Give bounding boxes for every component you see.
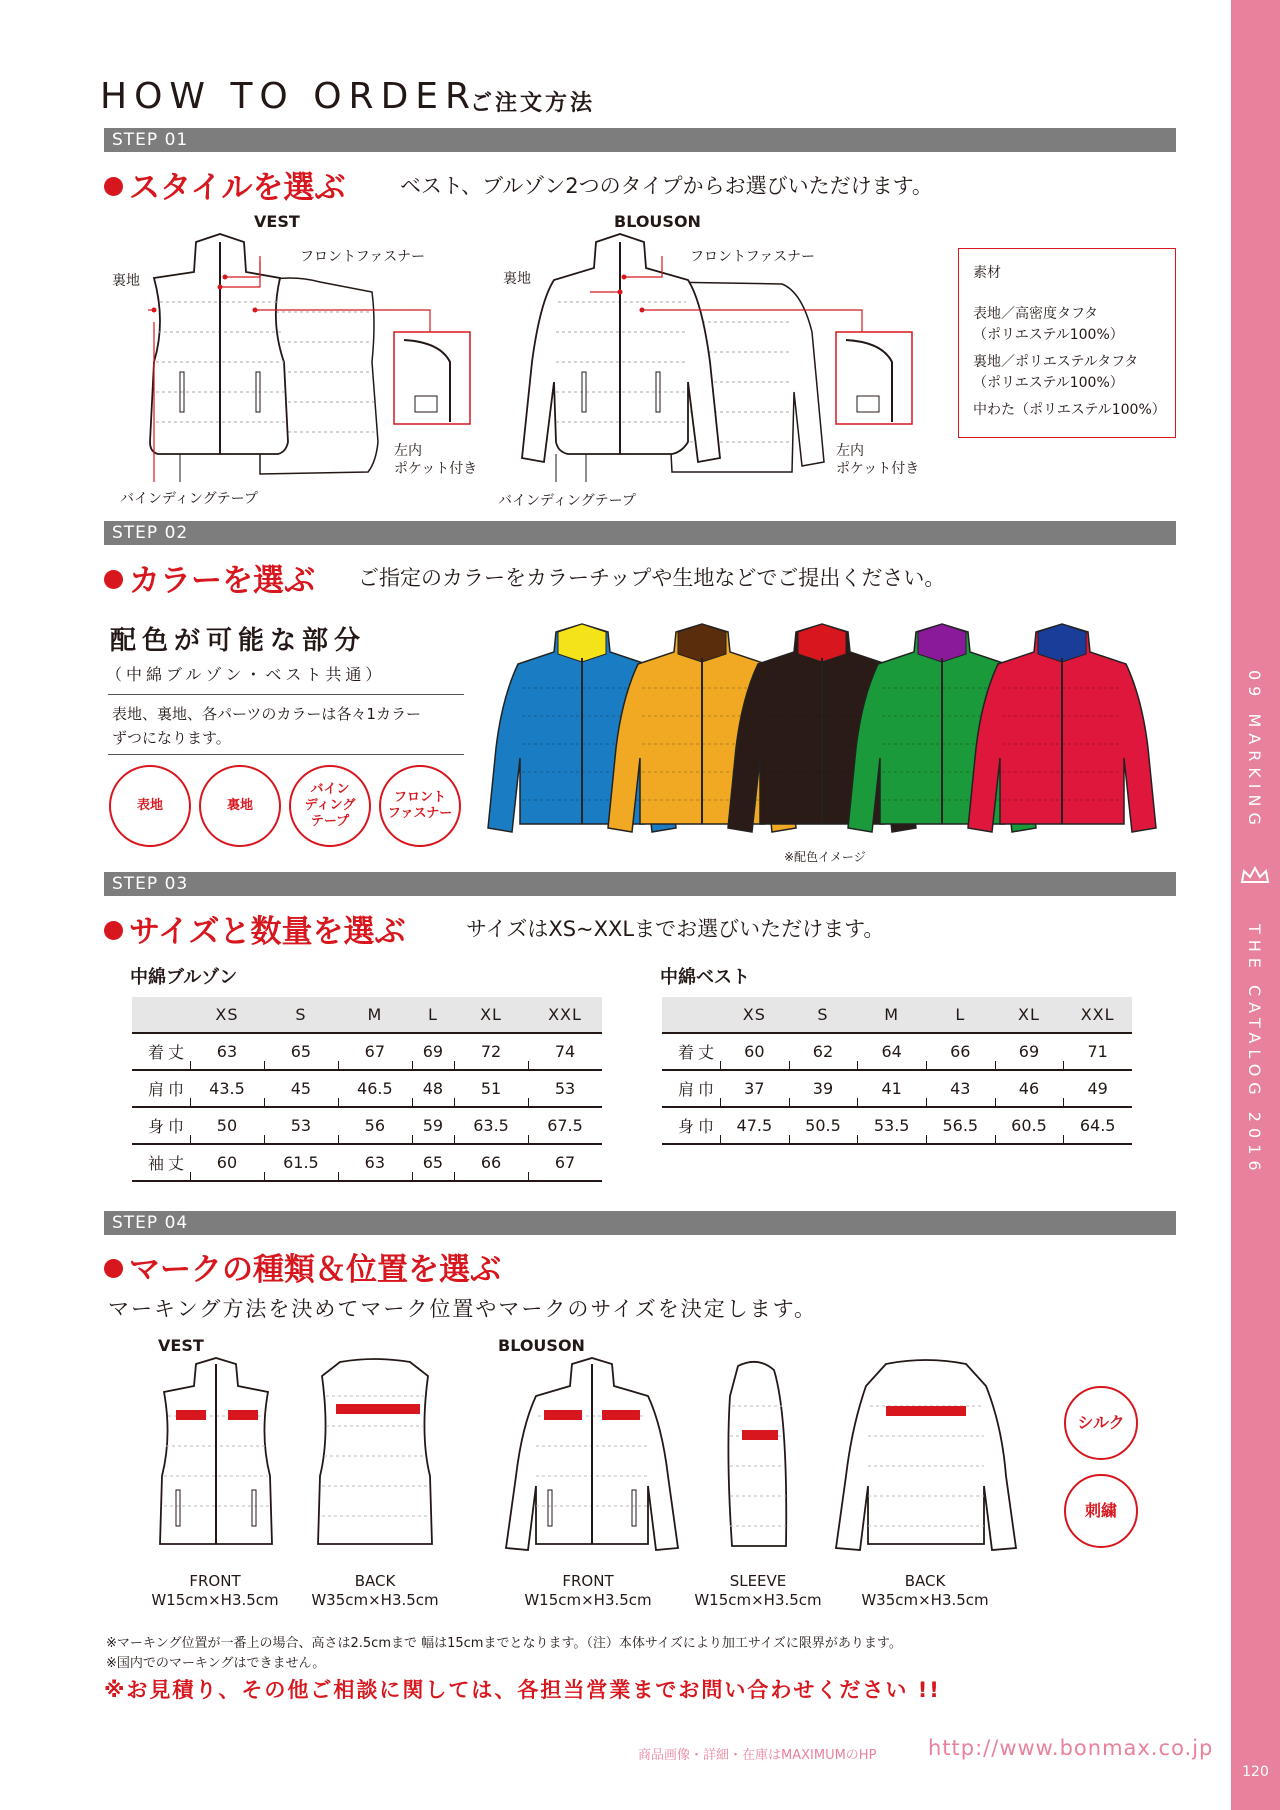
position-size: W35cm×H3.5cm [311,1590,439,1609]
table-row [132,1033,602,1070]
size-value: 71 [1063,1033,1132,1070]
position-vest-back [300,1572,450,1610]
blouson-binding-label: バインディングテープ [498,493,636,509]
page-title-ja: ご注文方法 [470,91,596,116]
position-blouson-front [513,1572,663,1610]
size-header: XXL [528,997,602,1033]
step-02-desc: ご指定のカラーをカラーチップや生地などでご提出ください。 [358,566,946,590]
size-value: 60 [190,1144,264,1181]
step-02-heading: カラーを選ぶ [104,555,315,600]
color-image-note: ※配色イメージ [784,850,866,864]
size-value: 56 [338,1107,412,1144]
size-value: 72 [454,1033,528,1070]
step-03-heading: サイズと数量を選ぶ [104,906,406,951]
size-header: XL [454,997,528,1033]
position-blouson-sleeve [683,1572,833,1610]
step-01-heading: スタイルを選ぶ [104,162,345,207]
vest-front-fastener-label: フロントファスナー [300,249,426,265]
vest-binding-label: バインディングテープ [120,491,258,507]
size-header: XL [995,997,1064,1033]
part-circle-binding: バイン ディング テープ [289,765,371,847]
blouson-marking-label: BLOUSON [498,1336,585,1355]
part-circle-fastener: フロント ファスナー [379,765,461,847]
parts-desc-line-2: ずつになります。 [112,729,231,747]
row-label: 着丈 [132,1033,190,1070]
size-value: 67 [338,1033,412,1070]
size-value: 64.5 [1063,1107,1132,1144]
size-value: 48 [412,1070,454,1107]
footer-text: 商品画像・詳細・在庫はMAXIMUMのHP [638,1748,877,1763]
size-header: XS [190,997,264,1033]
table-row [662,1070,1132,1107]
size-value: 43.5 [190,1070,264,1107]
size-value: 46 [995,1070,1064,1107]
position-blouson-back [850,1572,1000,1610]
part-circle-outer: 表地 [109,765,191,847]
table-row [662,1107,1132,1144]
size-value: 62 [789,1033,858,1070]
size-value: 66 [926,1033,995,1070]
size-value: 37 [720,1070,789,1107]
row-label: 袖丈 [132,1144,190,1181]
size-header: M [338,997,412,1033]
size-value: 53 [528,1070,602,1107]
vest-size-table [662,997,1132,1145]
table-row [132,1144,602,1181]
size-value: 61.5 [264,1144,338,1181]
size-value: 53.5 [857,1107,926,1144]
size-header: S [264,997,338,1033]
size-value: 56.5 [926,1107,995,1144]
parts-subtitle: （中綿ブルゾン・ベスト共通） [106,665,386,684]
position-name: SLEEVE [729,1572,787,1590]
size-value: 69 [995,1033,1064,1070]
size-value: 41 [857,1070,926,1107]
page-number: 120 [1242,1764,1269,1780]
position-size: W35cm×H3.5cm [861,1590,989,1609]
position-name: FRONT [562,1572,614,1590]
blouson-front-fastener-label: フロントファスナー [690,249,816,265]
step-03-bar: STEP 03 [104,872,1176,896]
row-label: 身巾 [662,1107,720,1144]
step-01-bar: STEP 01 [104,128,1176,152]
crown-icon [1240,866,1270,884]
marking-note-1: ※マーキング位置が一番上の場合、高さは2.5cmまで 幅は15cmまでとなります。（注）本体サイズにより加工サイズに限界があります。 [106,1636,902,1651]
vest-back-mark-diagram [310,1356,440,1560]
size-value: 63.5 [454,1107,528,1144]
method-embroidery: 刺繍 [1064,1474,1138,1548]
blouson-lining-label: 裏地 [503,271,531,287]
blouson-pocket-label-2: ポケット付き [836,461,920,477]
material-lining-2: （ポリエステル100%） [973,375,1124,391]
bullet-icon [104,1259,123,1278]
blouson-sleeve-mark-diagram [718,1356,798,1560]
blouson-pocket-label-1: 左内 [836,443,864,459]
size-value: 51 [454,1070,528,1107]
footer-url[interactable]: http://www.bonmax.co.jp [928,1736,1214,1760]
row-label: 肩巾 [662,1070,720,1107]
page-title-en: HOW TO ORDER [100,76,478,117]
bullet-icon [104,921,123,940]
size-value: 59 [412,1107,454,1144]
table-row [132,1107,602,1144]
step-03-desc: サイズはXS~XXLまでお選びいただけます。 [466,917,885,941]
marking-note-2: ※国内でのマーキングはできません。 [106,1656,326,1671]
size-value: 60.5 [995,1107,1064,1144]
blouson-size-table [132,997,602,1182]
contact-note: ※お見積り、その他ご相談に関しては、各担当営業までお問い合わせください !! [104,1678,941,1702]
position-size: W15cm×H3.5cm [694,1590,822,1609]
blouson-back-mark-diagram [826,1356,1026,1560]
size-value: 47.5 [720,1107,789,1144]
vest-pocket-label-1: 左内 [394,443,422,459]
color-jackets [486,618,1166,848]
size-value: 46.5 [338,1070,412,1107]
size-value: 65 [264,1033,338,1070]
blouson-label: BLOUSON [614,212,701,231]
material-outer-2: （ポリエステル100%） [973,327,1124,343]
material-outer-1: 表地／高密度タフタ [973,306,1099,322]
blouson-front-mark-diagram [492,1356,692,1560]
step-01-desc: ベスト、ブルゾン2つのタイプからお選びいただけます。 [400,174,933,198]
size-value: 63 [190,1033,264,1070]
step-02-bar: STEP 02 [104,521,1176,545]
vest-label: VEST [254,212,300,231]
vest-front-mark-diagram [150,1356,280,1560]
section-label: 09 MARKING [1245,670,1264,831]
method-silk: シルク [1064,1386,1138,1460]
size-value: 39 [789,1070,858,1107]
parts-desc [112,702,421,750]
size-header: XXL [1063,997,1132,1033]
table-row [662,1033,1132,1070]
size-value: 74 [528,1033,602,1070]
corner-cell [132,997,190,1033]
bullet-icon [104,570,123,589]
table-row [132,1070,602,1107]
size-value: 50.5 [789,1107,858,1144]
vest-lining-label: 裏地 [112,273,140,289]
size-header: XS [720,997,789,1033]
material-box [958,248,1176,438]
catalog-label: THE CATALOG 2016 [1245,924,1264,1177]
material-title: 素材 [973,265,1001,281]
size-value: 63 [338,1144,412,1181]
size-value: 43 [926,1070,995,1107]
parts-desc-line-1: 表地、裏地、各パーツのカラーは各々1カラー [112,705,421,723]
size-header: S [789,997,858,1033]
size-value: 67.5 [528,1107,602,1144]
part-circle-lining: 裏地 [199,765,281,847]
row-label: 着丈 [662,1033,720,1070]
position-size: W15cm×H3.5cm [151,1590,279,1609]
size-value: 65 [412,1144,454,1181]
size-value: 69 [412,1033,454,1070]
parts-title: 配色が可能な部分 [110,626,367,656]
row-label: 身巾 [132,1107,190,1144]
step-04-desc: マーキング方法を決めてマーク位置やマークのサイズを決定します。 [108,1297,818,1321]
side-band [1231,0,1280,1810]
step-04-bar: STEP 04 [104,1211,1176,1235]
size-value: 66 [454,1144,528,1181]
material-padding: 中わた（ポリエステル100%） [973,402,1166,418]
size-value: 49 [1063,1070,1132,1107]
size-value: 60 [720,1033,789,1070]
size-value: 64 [857,1033,926,1070]
position-name: BACK [904,1572,946,1590]
bullet-icon [104,177,123,196]
material-lining-1: 裏地／ポリエステルタフタ [973,354,1139,370]
size-header: M [857,997,926,1033]
position-name: BACK [354,1572,396,1590]
row-label: 肩巾 [132,1070,190,1107]
size-header: L [926,997,995,1033]
vest-table-title: 中綿ベスト [660,967,750,988]
divider [108,694,464,695]
position-vest-front [140,1572,290,1610]
blouson-table-title: 中綿ブルゾン [130,967,238,988]
position-name: FRONT [189,1572,241,1590]
size-value: 53 [264,1107,338,1144]
size-value: 67 [528,1144,602,1181]
size-header: L [412,997,454,1033]
step-04-heading: マークの種類＆位置を選ぶ [104,1244,501,1289]
position-size: W15cm×H3.5cm [524,1590,652,1609]
size-value: 50 [190,1107,264,1144]
divider [108,754,464,755]
vest-marking-label: VEST [158,1336,204,1355]
vest-pocket-label-2: ポケット付き [394,461,478,477]
size-value: 45 [264,1070,338,1107]
corner-cell [662,997,720,1033]
